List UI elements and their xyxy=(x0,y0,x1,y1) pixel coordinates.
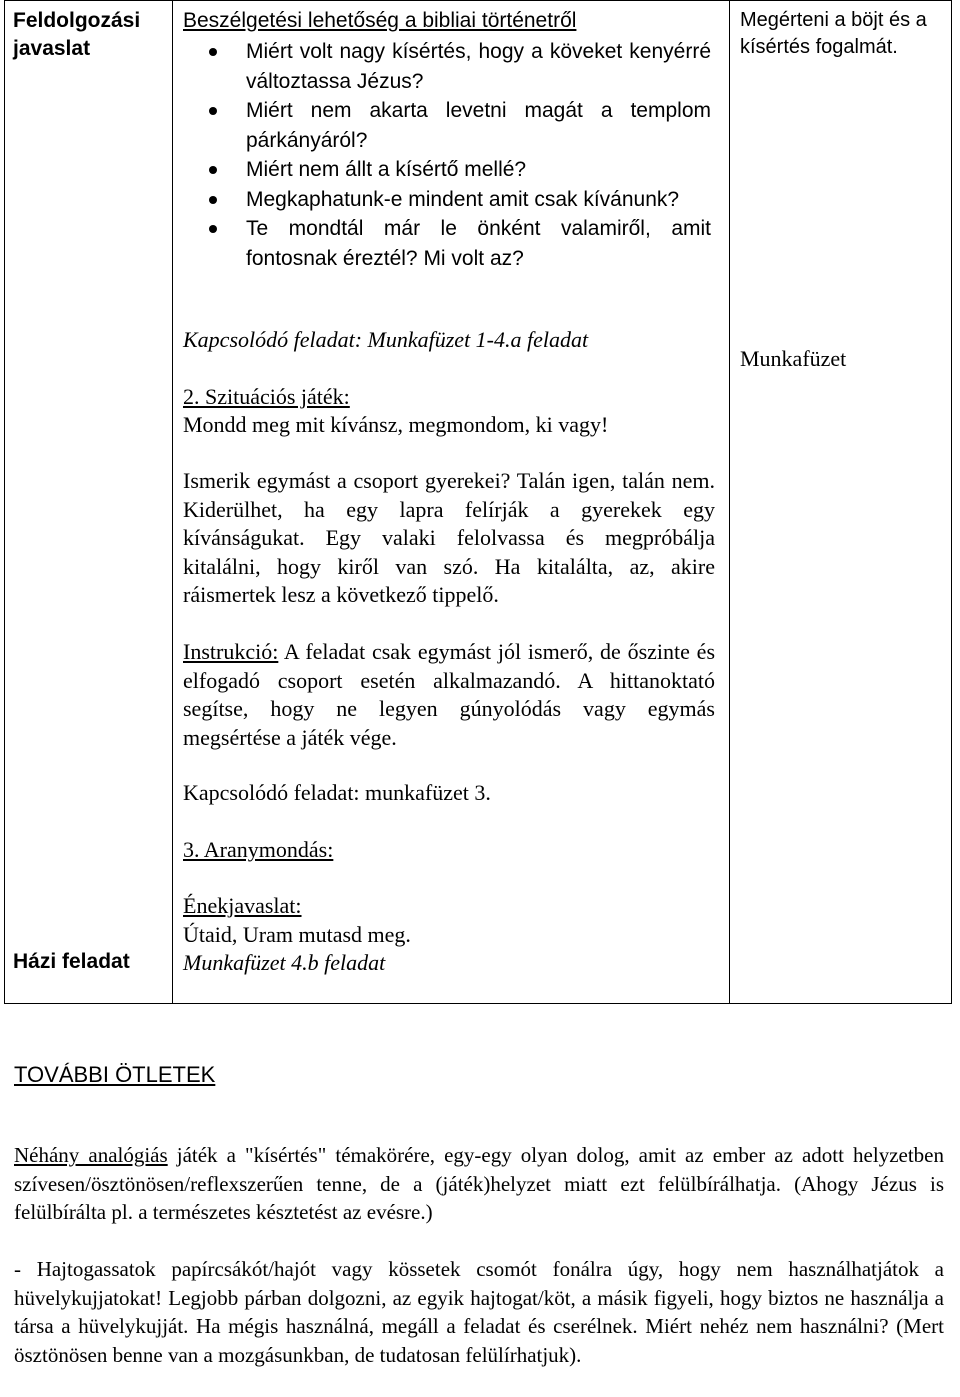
golden-saying: 3. Aranymondás: xyxy=(183,837,334,862)
intro-paragraph xyxy=(14,1141,944,1227)
goal-column xyxy=(730,1,952,1004)
section-label-homework: Házi feladat xyxy=(13,950,130,973)
section-label-column xyxy=(5,1,173,1004)
song-title: Útaid, Uram mutasd meg. xyxy=(183,922,411,947)
list-item: Te mondtál már le önként valamiről, amit fontosnak éreztél? Mi volt az? xyxy=(246,214,711,273)
discussion-heading: Beszélgetési lehetőség a bibliai történetről xyxy=(183,9,577,32)
goal-text: Megérteni a böjt és a kísértés fogalmát. xyxy=(740,9,927,58)
list-item: Miért volt nagy kísértés, hogy a köveket kenyérré változtassa Jézus? xyxy=(246,37,711,96)
homework-text: Munkafüzet 4.b feladat xyxy=(183,950,386,975)
question-list xyxy=(246,37,711,273)
lesson-plan-table xyxy=(4,0,952,1004)
situation-body: Ismerik egymást a csoport gyerekei? Talán igen, talán nem. Kiderülhet, ha egy lapra felírják a gyerekek egy kívánságukat. Egy valaki felolvassa és megpróbálja kitalálni, hogy kiről van szó. Ha kitalálta, az, akire ráismertek lesz a következő tippelő. xyxy=(183,468,715,607)
list-item: Megkaphatunk-e mindent amit csak kívánunk? xyxy=(246,185,711,215)
game-paragraph: - Hajtogassatok papírcsákót/hajót vagy kössetek csomót fonálra úgy, hogy nem használhatjátok a hüvelykujjatokat! Legjobb párban dolgozni, az egyik hajtogat/köt, a másik figyeli, hogy biztos ne használja a társa a hüvelykujját. Ha mégis használná, megáll a feladat és cserélnek. Miért nehéz nem használni? (Mert ösztönösen benne van a mozgásunkban, de tudatosan felülírhatjuk). xyxy=(14,1257,944,1367)
related-task-2: Kapcsolódó feladat: munkafüzet 3. xyxy=(183,780,491,805)
analogy-link: Néhány analógiás xyxy=(14,1143,168,1167)
more-ideas-heading: TOVÁBBI ÖTLETEK xyxy=(14,1062,216,1087)
situation-subtitle: Mondd meg mit kívánsz, megmondom, ki vagy! xyxy=(183,412,609,437)
instruction-label: Instrukció: xyxy=(183,639,279,664)
instruction-paragraph xyxy=(183,638,715,752)
section-label-processing: Feldolgozási javaslat xyxy=(13,9,141,60)
related-task-1: Kapcsolódó feladat: Munkafüzet 1-4.a feladat xyxy=(183,327,589,352)
intro-text: játék a "kísértés" témakörére, egy-egy olyan dolog, amit az ember az adott helyzetben szívesen/ösztönösen/reflexszerűen tenne, de a (játék)helyzet miatt ezt felülbírálhatja. (Ahogy Jézus is felülbírálta pl. a természetes késztetést az evésre.) xyxy=(14,1143,944,1224)
tool-text: Munkafüzet xyxy=(740,346,847,371)
list-item: Miért nem akarta levetni magát a templom párkányáról? xyxy=(246,96,711,155)
instruction-text: A feladat csak egymást jól ismerő, de őszinte és elfogadó csoport esetén alkalmazandó. A hittanoktató segítse, hogy ne legyen gúnyolódás vagy egymás megsértése a játék vége. xyxy=(183,639,715,750)
situation-title: 2. Szituációs játék: xyxy=(183,384,350,409)
list-item: Miért nem állt a kísértő mellé? xyxy=(246,155,711,185)
content-column xyxy=(173,1,730,1004)
song-label: Énekjavaslat: xyxy=(183,893,302,918)
